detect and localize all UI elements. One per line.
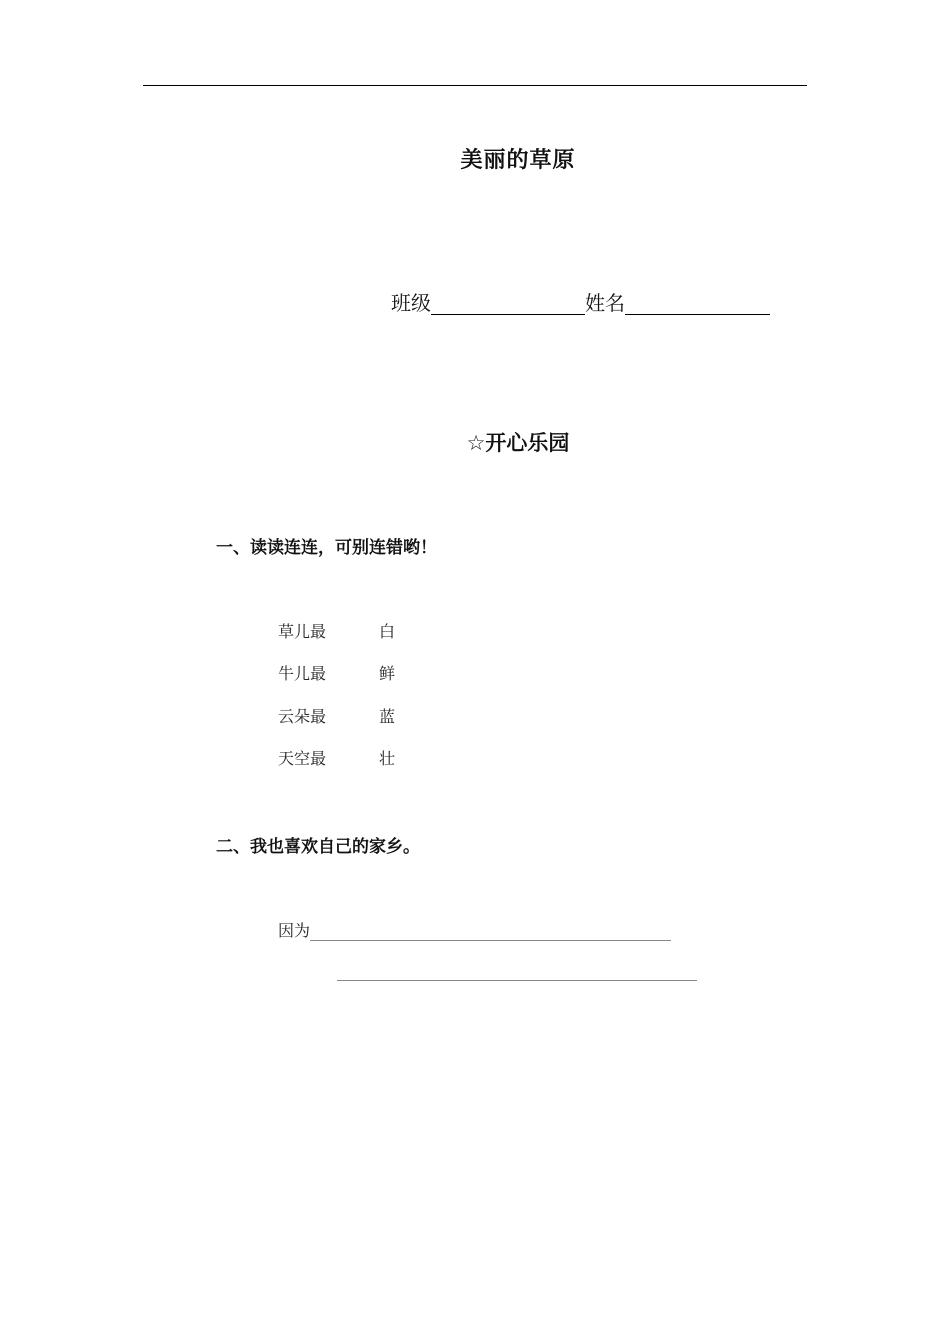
class-label: 班级	[391, 291, 431, 315]
match-right-item[interactable]: 鲜	[379, 664, 396, 683]
question-2-label: 二、我也喜欢自己的家乡。	[216, 837, 420, 857]
answer-line-2	[337, 962, 697, 981]
match-left-item[interactable]: 天空最	[278, 749, 327, 768]
match-right-item[interactable]: 白	[379, 622, 396, 641]
page-title: 美丽的草原	[460, 148, 576, 173]
student-info	[391, 287, 770, 316]
question-1-label: 一、读读连连，可别连错哟！	[216, 538, 437, 558]
match-left-item[interactable]: 牛儿最	[278, 664, 327, 683]
name-blank[interactable]	[625, 290, 770, 315]
answer-line-1	[278, 918, 671, 941]
header-rule	[143, 85, 807, 86]
class-blank[interactable]	[431, 290, 585, 315]
section-title: ☆开心乐园	[466, 431, 570, 455]
match-left-item[interactable]: 草儿最	[278, 622, 327, 641]
match-right-item[interactable]: 蓝	[379, 707, 396, 726]
match-left-item[interactable]: 云朵最	[278, 707, 327, 726]
match-right-item[interactable]: 壮	[379, 749, 396, 768]
answer-prefix: 因为	[278, 921, 311, 940]
answer-blank-2[interactable]	[337, 962, 697, 981]
name-label: 姓名	[585, 291, 625, 315]
answer-blank-1[interactable]	[310, 922, 671, 941]
